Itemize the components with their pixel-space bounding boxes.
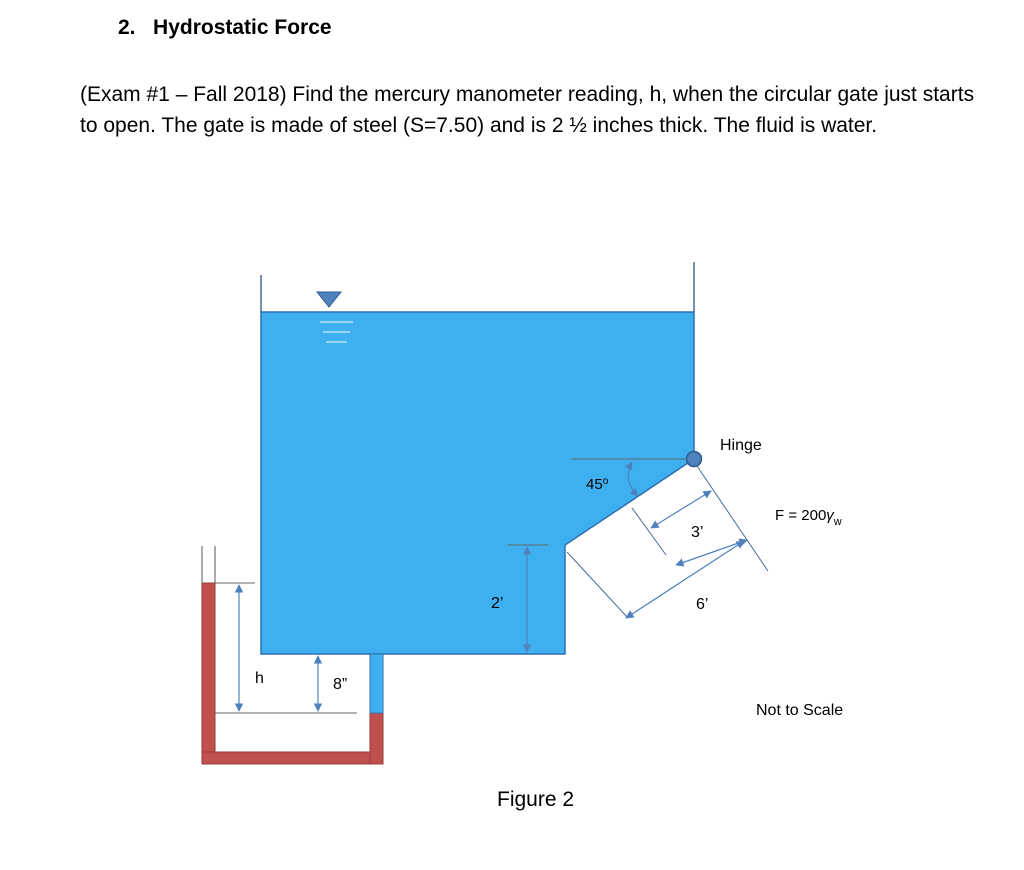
dimension-h-label: h xyxy=(255,670,264,687)
water-subscript: w xyxy=(833,516,842,528)
gate-extension-line xyxy=(697,466,768,571)
dimension-2ft-label: 2’ xyxy=(491,595,504,612)
problem-statement: (Exam #1 – Fall 2018) Find the mercury manometer reading, h, when the circular gate just starts to open. The gate is made of steel (S=7.50) and is 2 ½ inches thick. The fluid is water. xyxy=(80,83,975,137)
scale-note: Not to Scale xyxy=(756,702,844,719)
hinge-label: Hinge xyxy=(720,437,762,454)
dimension-3ft-arrow xyxy=(651,491,711,528)
degree-sign: o xyxy=(602,476,609,487)
gate-extension-line xyxy=(632,508,666,555)
manometer-left-leg xyxy=(202,583,215,764)
free-surface-triangle-icon xyxy=(317,292,341,307)
dimension-6ft-arrow xyxy=(626,541,744,618)
gamma-symbol: γ xyxy=(826,507,834,524)
manometer-right-leg-water xyxy=(370,654,383,713)
hinge-icon xyxy=(687,452,702,467)
dimension-6ft-label: 6’ xyxy=(696,596,709,613)
dimension-3ft-label: 3’ xyxy=(691,524,704,541)
manometer-right-leg-mercury xyxy=(370,713,383,764)
problem-title: Hydrostatic Force xyxy=(153,16,332,39)
force-label: $F = 200\gamma_w$ xyxy=(775,507,842,528)
gate-extension-line xyxy=(567,552,628,618)
dimension-8in-label: 8” xyxy=(333,676,348,693)
manometer-bottom xyxy=(202,752,383,764)
figure-caption: Figure 2 xyxy=(497,788,575,811)
force-arrow xyxy=(676,540,747,565)
problem-number: 2. xyxy=(118,16,136,39)
angle-label: 45$^o$ xyxy=(586,476,609,493)
